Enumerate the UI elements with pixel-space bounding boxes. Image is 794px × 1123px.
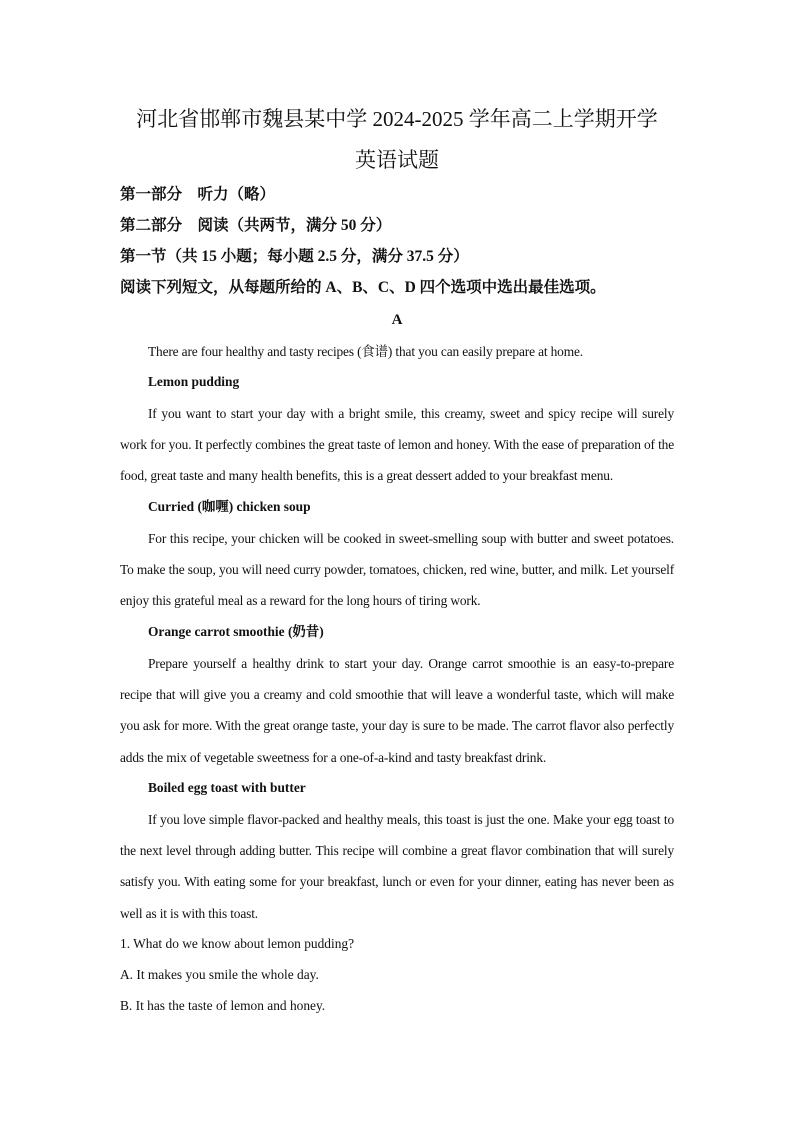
- question-1-stem: 1. What do we know about lemon pudding?: [120, 936, 355, 951]
- document-title-line2: 英语试题: [355, 148, 439, 172]
- question-1-option-a: A. It makes you smile the whole day.: [120, 967, 319, 982]
- question-1-option-b: B. It has the taste of lemon and honey.: [120, 998, 326, 1013]
- passage-intro: There are four healthy and tasty recipes (食谱) that you can easily prepare at home.: [148, 344, 583, 359]
- passage-letter: A: [391, 312, 403, 328]
- recipe-text-curried-chicken-soup: For this recipe, your chicken will be cooked in sweet-smelling soup with butter and sweet potatoes. To make the soup, you will need curry powder, tomatoes, chicken, red wine, butter, and milk. Let yourself enjoy this grateful meal as a reward for the long hours of tiring work.: [120, 531, 674, 609]
- recipe-text-boiled-egg-toast: If you love simple flavor-packed and healthy meals, this toast is just the one. Make your egg toast to the next level through adding butter. This recipe will combine a great flavor combination that will surely satisfy you. With eating some for your breakfast, lunch or even for your dinner, eating has never been as well as it is with this toast.: [120, 812, 674, 921]
- instruction-text: 阅读下列短文，从每题所给的 A、B、C、D 四个选项中选出最佳选项。: [120, 279, 606, 296]
- recipe-heading-lemon-pudding: Lemon pudding: [148, 374, 240, 389]
- part2-heading: 第二部分 阅读（共两节，满分 50 分）: [120, 217, 392, 234]
- document-title-line1: 河北省邯郸市魏县某中学 2024-2025 学年高二上学期开学: [136, 107, 658, 131]
- part1-heading: 第一部分 听力（略）: [120, 186, 276, 203]
- recipe-text-lemon-pudding: If you want to start your day with a bright smile, this creamy, sweet and spicy recipe will surely work for you. It perfectly combines the great taste of lemon and honey. With the ease of preparation of the food, great taste and many health benefits, this is a great dessert added to your breakfast menu.: [120, 406, 674, 484]
- recipe-heading-boiled-egg-toast: Boiled egg toast with butter: [148, 780, 306, 795]
- recipe-heading-orange-carrot-smoothie: Orange carrot smoothie (奶昔): [148, 624, 324, 639]
- recipe-heading-curried-chicken-soup: Curried (咖喱) chicken soup: [148, 499, 311, 514]
- section1-heading: 第一节（共 15 小题；每小题 2.5 分，满分 37.5 分）: [120, 248, 469, 265]
- recipe-text-orange-carrot-smoothie: Prepare yourself a healthy drink to start your day. Orange carrot smoothie is an easy-to-prepare recipe that will give you a creamy and cold smoothie that will leave a wonderful taste, which will make you ask for more. With the great orange taste, your day is sure to be made. The carrot flavor also perfectly adds the mix of vegetable sweetness for a one-of-a-kind and tasty breakfast drink.: [120, 656, 674, 765]
